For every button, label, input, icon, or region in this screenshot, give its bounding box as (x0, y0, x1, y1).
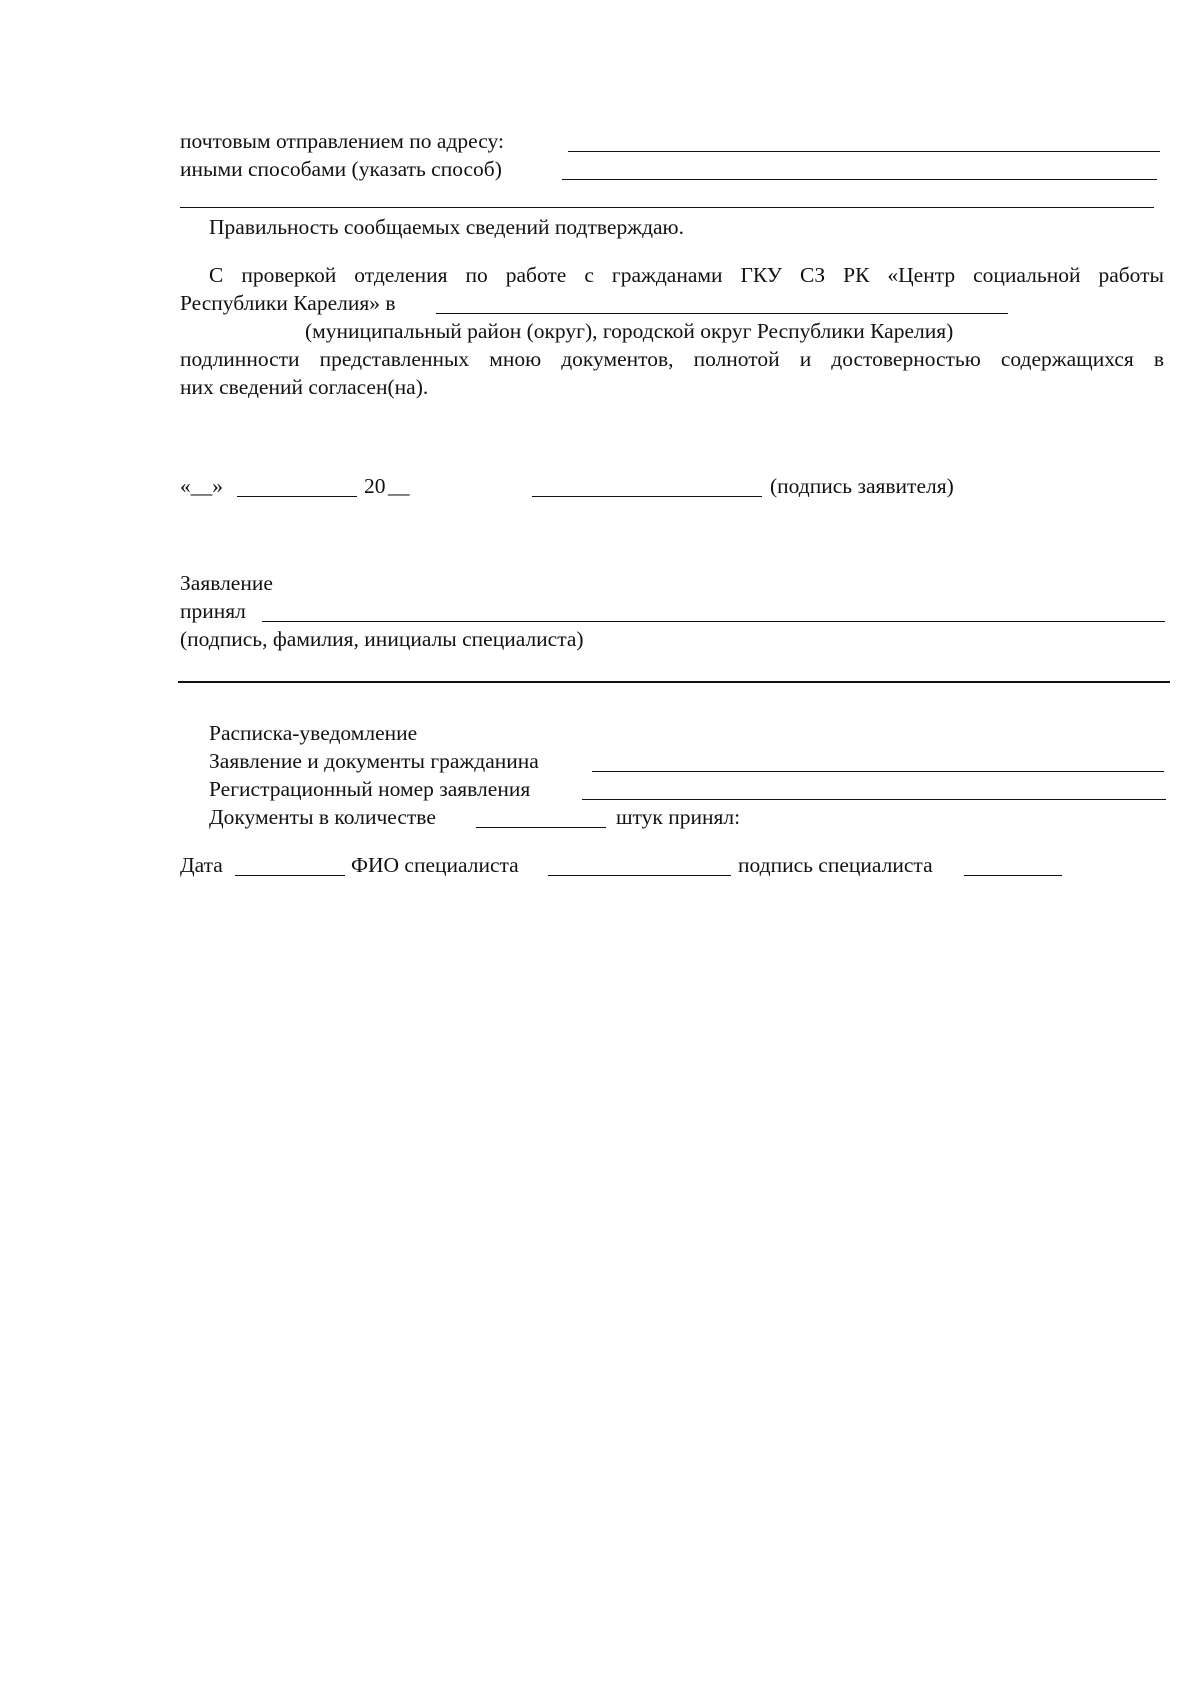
accepted-specialist-field[interactable] (262, 621, 1165, 622)
footer-sign-field[interactable] (964, 875, 1062, 876)
receipt-count-label: Документы в количестве (209, 805, 436, 829)
year-suffix: __ (388, 474, 410, 498)
footer-date-field[interactable] (235, 875, 345, 876)
consent-line-1: С проверкой отделения по работе с гражданами ГКУ СЗ РК «Центр социальной работы (209, 263, 1164, 287)
other-method-label: иными способами (указать способ) (180, 157, 502, 181)
receipt-count-suffix: штук принял: (616, 805, 741, 829)
other-method-field[interactable] (562, 179, 1157, 180)
accepted-title: Заявление (180, 571, 273, 595)
receipt-reg-field[interactable] (582, 799, 1166, 800)
accepted-label: принял (180, 599, 246, 623)
consent-line-2-prefix: Республики Карелия» в (180, 291, 396, 315)
consent-line-4: них сведений согласен(на). (180, 375, 429, 399)
footer-sign-label: подпись специалиста (738, 853, 933, 877)
postal-address-label: почтовым отправлением по адресу: (180, 129, 504, 153)
applicant-signature-field[interactable] (532, 496, 762, 497)
cut-line-divider (178, 681, 1170, 683)
applicant-signature-caption: (подпись заявителя) (770, 474, 954, 498)
district-caption: (муниципальный район (округ), городской округ Республики Карелия) (305, 319, 954, 343)
footer-fio-label: ФИО специалиста (351, 853, 519, 877)
receipt-docs-field[interactable] (592, 771, 1164, 772)
date-day: «__» (180, 474, 223, 498)
other-method-continuation-field[interactable] (180, 207, 1154, 208)
receipt-title: Расписка-уведомление (209, 721, 418, 745)
receipt-reg-label: Регистрационный номер заявления (209, 777, 531, 801)
receipt-count-field[interactable] (476, 827, 606, 828)
confirmation-text: Правильность сообщаемых сведений подтверждаю. (209, 215, 684, 239)
date-month-field[interactable] (237, 496, 357, 497)
accepted-caption: (подпись, фамилия, инициалы специалиста) (180, 627, 584, 651)
postal-address-field[interactable] (568, 151, 1160, 152)
footer-fio-field[interactable] (548, 875, 731, 876)
year-prefix: 20 (364, 474, 386, 498)
consent-line-3: подлинности представленных мною документов, полнотой и достоверностью содержащихся в (180, 347, 1164, 371)
footer-date-label: Дата (180, 853, 223, 877)
district-field[interactable] (436, 313, 1008, 314)
receipt-docs-label: Заявление и документы гражданина (209, 749, 539, 773)
